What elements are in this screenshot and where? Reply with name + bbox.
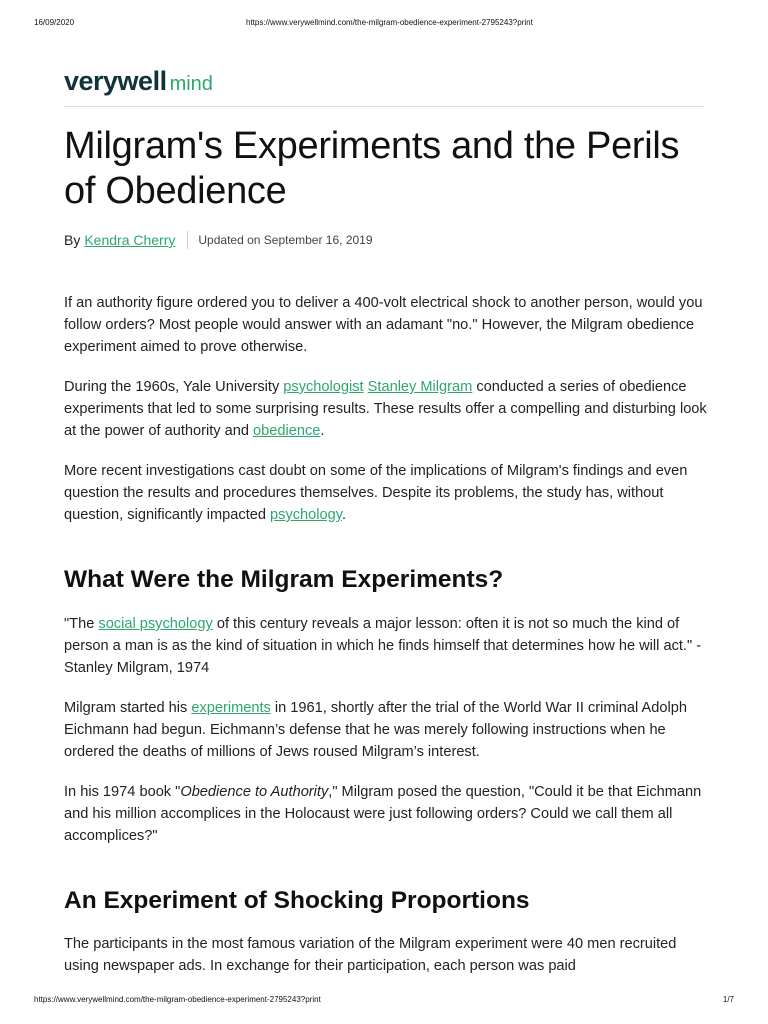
- link-stanley-milgram[interactable]: Stanley Milgram: [367, 379, 473, 395]
- author-link[interactable]: Kendra Cherry: [84, 232, 176, 248]
- paragraph-quote: [64, 613, 712, 679]
- paragraph-1960s: [64, 376, 712, 442]
- text-span: .: [341, 507, 347, 523]
- header-divider: [64, 106, 704, 107]
- updated-date: Updated on September 16, 2019: [198, 233, 373, 247]
- logo-word: verywell: [64, 66, 167, 96]
- text-span: In his 1974 book ": [64, 784, 181, 800]
- section-heading-what: What Were the Milgram Experiments?: [64, 566, 504, 593]
- by-label: By: [64, 232, 81, 248]
- print-url: https://www.verywellmind.com/the-milgram-obedience-experiment-2795243?print: [246, 18, 533, 27]
- logo-sub: mind: [169, 73, 213, 95]
- text-span: "The: [64, 616, 99, 632]
- link-psychologist[interactable]: psychologist: [283, 379, 364, 395]
- paragraph-intro: If an authority figure ordered you to deliver a 400-volt electrical shock to another person, would you follow orders? Most people would answer with an adamant "no." However, the Milgram obedience experiment aimed to prove otherwise.: [64, 295, 703, 355]
- print-footer: [0, 995, 768, 1009]
- page-number: 1/7: [722, 995, 734, 1004]
- print-header: [0, 18, 768, 32]
- paragraph-participants: The participants in the most famous variation of the Milgram experiment were 40 men recruited using newspaper ads. In exchange for their participation, each person was paid: [64, 936, 677, 974]
- text-span: Milgram started his: [64, 700, 192, 716]
- text-span: .: [320, 423, 325, 439]
- link-obedience[interactable]: obedience: [253, 423, 321, 439]
- paragraph-book: [64, 781, 712, 847]
- print-date: 16/09/2020: [34, 18, 75, 27]
- paragraph-recent: [64, 460, 712, 526]
- byline: [64, 230, 373, 250]
- link-social-psychology[interactable]: social psychology: [98, 616, 213, 632]
- link-experiments[interactable]: experiments: [191, 700, 271, 716]
- text-span: in 1961, shortly after the trial of the World War II criminal Adolph Eichmann had begun. Eichmann’s defense that he was merely following instructions when he ordered the deaths of millions of Jews roused Milgram’s interest.: [64, 700, 687, 760]
- text-span: ," Milgram posed the question, "Could it be that Eichmann and his million accomplices in the Holocaust were just following orders? Could we call them all accomplices?": [64, 784, 702, 844]
- link-psychology[interactable]: psychology: [270, 507, 342, 523]
- site-logo[interactable]: [64, 66, 213, 100]
- article-title: Milgram's Experiments and the Perils of Obedience: [64, 125, 680, 212]
- text-span: More recent investigations cast doubt on some of the implications of Milgram's findings and even question the results and procedures themselves. Despite its problems, the study has, without question, significantly impacted: [64, 463, 688, 523]
- text-span: conducted a series of obedience experiments that led to some surprising results. These results offer a compelling and disturbing look at the power of authority and: [64, 379, 707, 439]
- paragraph-1961: [64, 697, 712, 763]
- text-span: of this century reveals a major lesson: often it is not so much the kind of person a man is as the kind of situation in which he finds himself that determines how he will act." - Stanley Milgram, 1974: [64, 616, 702, 676]
- text-span: During the 1960s, Yale University: [64, 379, 284, 395]
- section-heading-shocking: An Experiment of Shocking Proportions: [64, 887, 530, 914]
- byline-divider: [187, 231, 188, 249]
- footer-url: https://www.verywellmind.com/the-milgram-obedience-experiment-2795243?print: [34, 995, 321, 1004]
- book-title: Obedience to Authority: [180, 784, 329, 800]
